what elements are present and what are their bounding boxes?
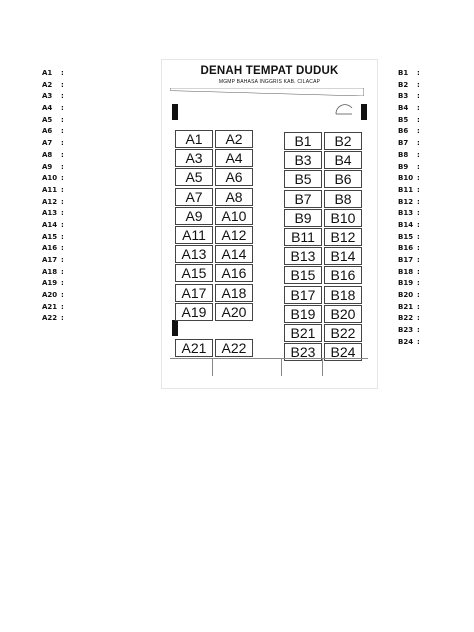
list-item-colon: : bbox=[61, 267, 64, 276]
list-item bbox=[42, 232, 64, 244]
list-item bbox=[42, 220, 64, 232]
seat: A19 bbox=[175, 303, 213, 321]
list-item-colon: : bbox=[417, 220, 420, 229]
list-item-colon: : bbox=[61, 92, 64, 101]
seat: A21 bbox=[175, 339, 213, 357]
seat: B16 bbox=[324, 266, 362, 284]
list-item bbox=[398, 91, 420, 103]
list-item-colon: : bbox=[417, 174, 420, 183]
list-item bbox=[42, 91, 64, 103]
list-item-label: A7 bbox=[42, 139, 53, 148]
list-item-label: A20 bbox=[42, 291, 58, 300]
list-item bbox=[398, 208, 420, 220]
list-item bbox=[398, 267, 420, 279]
list-item-colon: : bbox=[61, 232, 64, 241]
seat: B14 bbox=[324, 247, 362, 265]
seat: B20 bbox=[324, 305, 362, 323]
list-item bbox=[42, 267, 64, 279]
list-item bbox=[42, 185, 64, 197]
list-item bbox=[398, 138, 420, 150]
list-item bbox=[398, 173, 420, 185]
list-item bbox=[398, 278, 420, 290]
list-item-colon: : bbox=[417, 291, 420, 300]
list-item-label: B12 bbox=[398, 197, 414, 206]
list-item bbox=[398, 325, 420, 337]
list-item-colon: : bbox=[417, 267, 420, 276]
list-item-label: B21 bbox=[398, 302, 414, 311]
list-item-label: B18 bbox=[398, 267, 414, 276]
list-item-colon: : bbox=[61, 244, 64, 253]
floor-line bbox=[170, 358, 368, 359]
list-item-label: A14 bbox=[42, 220, 58, 229]
list-item-colon: : bbox=[417, 314, 420, 323]
list-item-label: A2 bbox=[42, 80, 53, 89]
list-item-colon: : bbox=[61, 209, 64, 218]
list-item-colon: : bbox=[61, 314, 64, 323]
seat: B2 bbox=[324, 132, 362, 150]
seat: A11 bbox=[175, 226, 213, 244]
list-item-label: B17 bbox=[398, 256, 414, 264]
seat: A2 bbox=[215, 130, 253, 148]
list-item-colon: : bbox=[61, 150, 64, 159]
list-item-colon: : bbox=[61, 256, 64, 264]
list-item-label: A13 bbox=[42, 209, 58, 218]
door-marker-top-left bbox=[172, 104, 178, 120]
list-item-label: B2 bbox=[398, 80, 409, 89]
list-item-label: B14 bbox=[398, 220, 414, 229]
door-marker-top-right bbox=[361, 104, 367, 120]
list-item-colon: : bbox=[61, 127, 64, 136]
list-item-colon: : bbox=[417, 127, 420, 136]
seat: A1 bbox=[175, 130, 213, 148]
list-item bbox=[398, 220, 420, 232]
list-item-colon: : bbox=[61, 279, 64, 288]
seat: A10 bbox=[215, 207, 253, 225]
seat: B8 bbox=[324, 190, 362, 208]
list-item-label: B23 bbox=[398, 326, 414, 335]
list-item-label: A3 bbox=[42, 92, 53, 101]
seat: B4 bbox=[324, 151, 362, 169]
seat: B3 bbox=[284, 151, 322, 169]
list-item-colon: : bbox=[61, 162, 64, 171]
list-item-label: B6 bbox=[398, 127, 409, 136]
list-item-colon: : bbox=[61, 220, 64, 229]
list-item-colon: : bbox=[417, 209, 420, 218]
right-attendee-list bbox=[398, 68, 420, 349]
list-item-label: B13 bbox=[398, 209, 414, 218]
list-item-label: A4 bbox=[42, 104, 53, 113]
list-item-colon: : bbox=[417, 302, 420, 311]
list-item-label: B10 bbox=[398, 174, 414, 183]
seat: B11 bbox=[284, 228, 322, 246]
list-item-colon: : bbox=[61, 185, 64, 194]
list-item bbox=[398, 197, 420, 209]
list-item bbox=[42, 115, 64, 127]
list-item bbox=[398, 103, 420, 115]
list-item-label: A11 bbox=[42, 185, 58, 194]
list-item-colon: : bbox=[417, 115, 420, 124]
seat: A6 bbox=[215, 168, 253, 186]
seat: B13 bbox=[284, 247, 322, 265]
front-desk-icon bbox=[170, 88, 364, 96]
seat: A7 bbox=[175, 188, 213, 206]
list-item-colon: : bbox=[417, 162, 420, 171]
list-item-label: A15 bbox=[42, 232, 58, 241]
seating-plan bbox=[161, 59, 378, 389]
list-item bbox=[42, 162, 64, 174]
list-item-colon: : bbox=[417, 244, 420, 253]
list-item bbox=[398, 337, 420, 349]
list-item-colon: : bbox=[417, 80, 420, 89]
list-item-label: A8 bbox=[42, 150, 53, 159]
list-item-label: A16 bbox=[42, 244, 58, 253]
list-item-colon: : bbox=[417, 337, 420, 346]
list-item-colon: : bbox=[417, 69, 420, 77]
seat: A14 bbox=[215, 245, 253, 263]
list-item bbox=[42, 290, 64, 302]
list-item-colon: : bbox=[417, 104, 420, 113]
list-item-label: B20 bbox=[398, 291, 414, 300]
list-item bbox=[398, 243, 420, 255]
plan-title: DENAH TEMPAT DUDUK bbox=[200, 65, 339, 77]
seat: B12 bbox=[324, 228, 362, 246]
list-item-label: B3 bbox=[398, 92, 409, 101]
seat: A15 bbox=[175, 264, 213, 282]
seat: B1 bbox=[284, 132, 322, 150]
list-item bbox=[398, 290, 420, 302]
list-item bbox=[398, 162, 420, 174]
list-item-label: A1 bbox=[42, 69, 53, 77]
seat: A12 bbox=[215, 226, 253, 244]
list-item-label: B5 bbox=[398, 115, 409, 124]
seat: A16 bbox=[215, 264, 253, 282]
list-item-label: A12 bbox=[42, 197, 58, 206]
list-item bbox=[42, 197, 64, 209]
floor-divider bbox=[322, 358, 323, 376]
seat: A3 bbox=[175, 149, 213, 167]
list-item bbox=[42, 80, 64, 92]
list-item-colon: : bbox=[61, 139, 64, 148]
list-item bbox=[42, 278, 64, 290]
list-item-colon: : bbox=[61, 197, 64, 206]
list-item-label: B22 bbox=[398, 314, 414, 323]
list-item-label: A22 bbox=[42, 314, 58, 323]
list-item-label: B1 bbox=[398, 69, 409, 77]
list-item bbox=[398, 68, 420, 80]
seat: B23 bbox=[284, 343, 322, 361]
list-item-colon: : bbox=[417, 326, 420, 335]
list-item bbox=[398, 115, 420, 127]
list-item bbox=[42, 208, 64, 220]
seat: B17 bbox=[284, 286, 322, 304]
list-item-label: B8 bbox=[398, 150, 409, 159]
list-item-colon: : bbox=[61, 69, 64, 77]
list-item-label: A6 bbox=[42, 127, 53, 136]
list-item bbox=[398, 232, 420, 244]
list-item-label: B9 bbox=[398, 162, 409, 171]
list-item-colon: : bbox=[417, 139, 420, 148]
seat: A20 bbox=[215, 303, 253, 321]
seat: B6 bbox=[324, 170, 362, 188]
list-item bbox=[42, 255, 64, 267]
list-item bbox=[42, 243, 64, 255]
list-item bbox=[398, 302, 420, 314]
list-item-colon: : bbox=[417, 232, 420, 241]
seat: B18 bbox=[324, 286, 362, 304]
list-item-label: A9 bbox=[42, 162, 53, 171]
seat: A5 bbox=[175, 168, 213, 186]
list-item-label: B24 bbox=[398, 337, 414, 346]
list-item-label: A19 bbox=[42, 279, 58, 288]
seat: B19 bbox=[284, 305, 322, 323]
list-item-colon: : bbox=[61, 80, 64, 89]
list-item bbox=[398, 126, 420, 138]
list-item bbox=[42, 173, 64, 185]
plan-subtitle: MGMP BAHASA INGGRIS KAB. CILACAP bbox=[218, 79, 321, 85]
list-item-label: B7 bbox=[398, 139, 409, 148]
seat: B15 bbox=[284, 266, 322, 284]
list-item-label: A21 bbox=[42, 302, 58, 311]
seat: B22 bbox=[324, 324, 362, 342]
list-item-label: B19 bbox=[398, 279, 414, 288]
list-item-colon: : bbox=[61, 174, 64, 183]
list-item bbox=[398, 185, 420, 197]
seat: B9 bbox=[284, 209, 322, 227]
list-item bbox=[42, 126, 64, 138]
list-item-colon: : bbox=[61, 104, 64, 113]
seat: B24 bbox=[324, 343, 362, 361]
list-item-colon: : bbox=[417, 185, 420, 194]
seat: A17 bbox=[175, 284, 213, 302]
list-item bbox=[398, 80, 420, 92]
list-item-colon: : bbox=[417, 150, 420, 159]
seat: A9 bbox=[175, 207, 213, 225]
list-item-label: A5 bbox=[42, 115, 53, 124]
list-item-colon: : bbox=[61, 302, 64, 311]
list-item-colon: : bbox=[417, 256, 420, 264]
list-item bbox=[42, 68, 64, 80]
list-item-label: B11 bbox=[398, 185, 414, 194]
list-item-label: A18 bbox=[42, 267, 58, 276]
seat: A8 bbox=[215, 188, 253, 206]
list-item bbox=[42, 150, 64, 162]
list-item bbox=[42, 302, 64, 314]
door-swing-icon bbox=[334, 100, 354, 116]
list-item bbox=[398, 255, 420, 267]
list-item bbox=[398, 150, 420, 162]
seat: A18 bbox=[215, 284, 253, 302]
list-item-colon: : bbox=[417, 197, 420, 206]
list-item-label: B4 bbox=[398, 104, 409, 113]
floor-divider bbox=[212, 358, 213, 376]
list-item-label: A10 bbox=[42, 174, 58, 183]
list-item-colon: : bbox=[417, 92, 420, 101]
list-item-colon: : bbox=[61, 115, 64, 124]
list-item bbox=[398, 313, 420, 325]
seat: B7 bbox=[284, 190, 322, 208]
left-attendee-list bbox=[42, 68, 64, 325]
list-item-label: B16 bbox=[398, 244, 414, 253]
seat: A4 bbox=[215, 149, 253, 167]
seat: B10 bbox=[324, 209, 362, 227]
seat: A22 bbox=[215, 339, 253, 357]
seat: B5 bbox=[284, 170, 322, 188]
list-item-label: A17 bbox=[42, 256, 58, 264]
list-item bbox=[42, 313, 64, 325]
list-item-colon: : bbox=[417, 279, 420, 288]
list-item bbox=[42, 138, 64, 150]
list-item-colon: : bbox=[61, 291, 64, 300]
seat: A13 bbox=[175, 245, 213, 263]
door-marker-bottom-left bbox=[172, 320, 178, 336]
list-item-label: B15 bbox=[398, 232, 414, 241]
floor-divider bbox=[281, 358, 282, 376]
list-item bbox=[42, 103, 64, 115]
seat: B21 bbox=[284, 324, 322, 342]
